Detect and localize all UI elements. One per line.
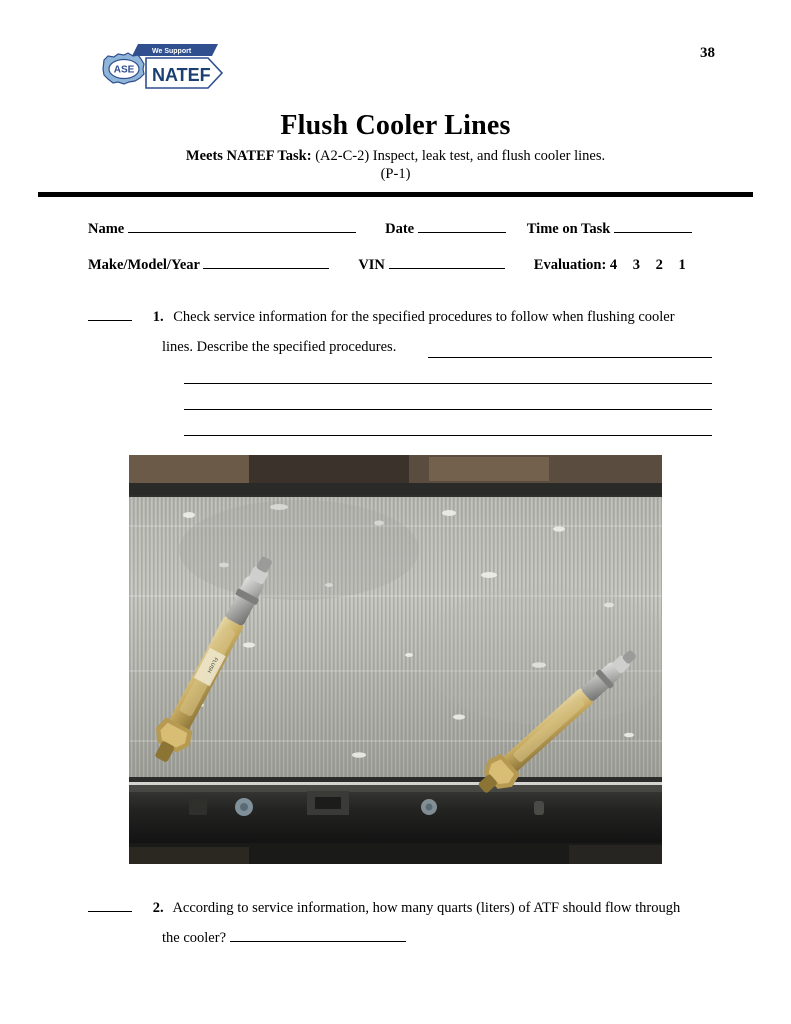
question-1	[88, 302, 731, 362]
question-1-checkbox[interactable]	[88, 308, 132, 321]
natef-task-label: Meets NATEF Task:	[185, 148, 312, 164]
page-number: 38	[700, 45, 715, 61]
header-divider	[38, 192, 753, 197]
evaluation-label: Evaluation:	[533, 257, 607, 273]
natef-task-text: (A2-C-2) Inspect, leak test, and flush cooler lines.	[315, 148, 606, 164]
radiator-cooler-line-photo	[129, 455, 662, 864]
question-2-number: 2.	[152, 900, 164, 916]
time-on-task-label: Time on Task	[526, 221, 611, 237]
question-2-checkbox[interactable]	[88, 899, 132, 912]
vin-field[interactable]	[389, 255, 505, 269]
question-2	[88, 893, 731, 953]
question-1-answer-line-3[interactable]	[184, 409, 712, 410]
info-row-secondary	[88, 255, 731, 274]
make-model-year-field[interactable]	[203, 255, 329, 269]
question-1-answer-line-4[interactable]	[184, 435, 712, 436]
question-1-answer-line-2[interactable]	[184, 383, 712, 384]
name-field[interactable]	[128, 219, 356, 233]
date-label: Date	[385, 221, 415, 237]
natef-task-priority: (P-1)	[380, 166, 411, 182]
ase-natef-logo	[100, 42, 225, 90]
make-model-year-label: Make/Model/Year	[88, 257, 200, 273]
time-on-task-field[interactable]	[614, 219, 692, 233]
question-2-answer-blank[interactable]	[230, 929, 406, 942]
svg-text:FLUSH: FLUSH	[205, 656, 219, 674]
vin-label: VIN	[358, 257, 385, 273]
question-2-text-line1: According to service information, how many quarts (liters) of ATF should flow through	[172, 900, 681, 916]
svg-text:We Support: We Support	[152, 48, 192, 55]
info-row-primary	[88, 219, 731, 238]
question-1-text-line2: lines. Describe the specified procedures.	[162, 339, 397, 355]
svg-text:ASE: ASE	[113, 64, 135, 76]
svg-text:NATEF: NATEF	[152, 65, 211, 85]
question-2-text-line2-wrap	[162, 923, 731, 953]
question-1-text-line1: Check service information for the specified procedures to follow when flushing cooler	[173, 309, 675, 325]
date-field[interactable]	[418, 219, 506, 233]
evaluation-scale[interactable]: 4 3 2 1	[609, 257, 692, 273]
natef-task-line	[0, 148, 791, 165]
name-label: Name	[88, 221, 125, 237]
question-1-number: 1.	[152, 309, 164, 325]
question-2-text-line2: the cooler?	[162, 930, 227, 946]
page-title: Flush Cooler Lines	[280, 110, 511, 141]
question-1-answer-line-1[interactable]	[428, 357, 712, 358]
